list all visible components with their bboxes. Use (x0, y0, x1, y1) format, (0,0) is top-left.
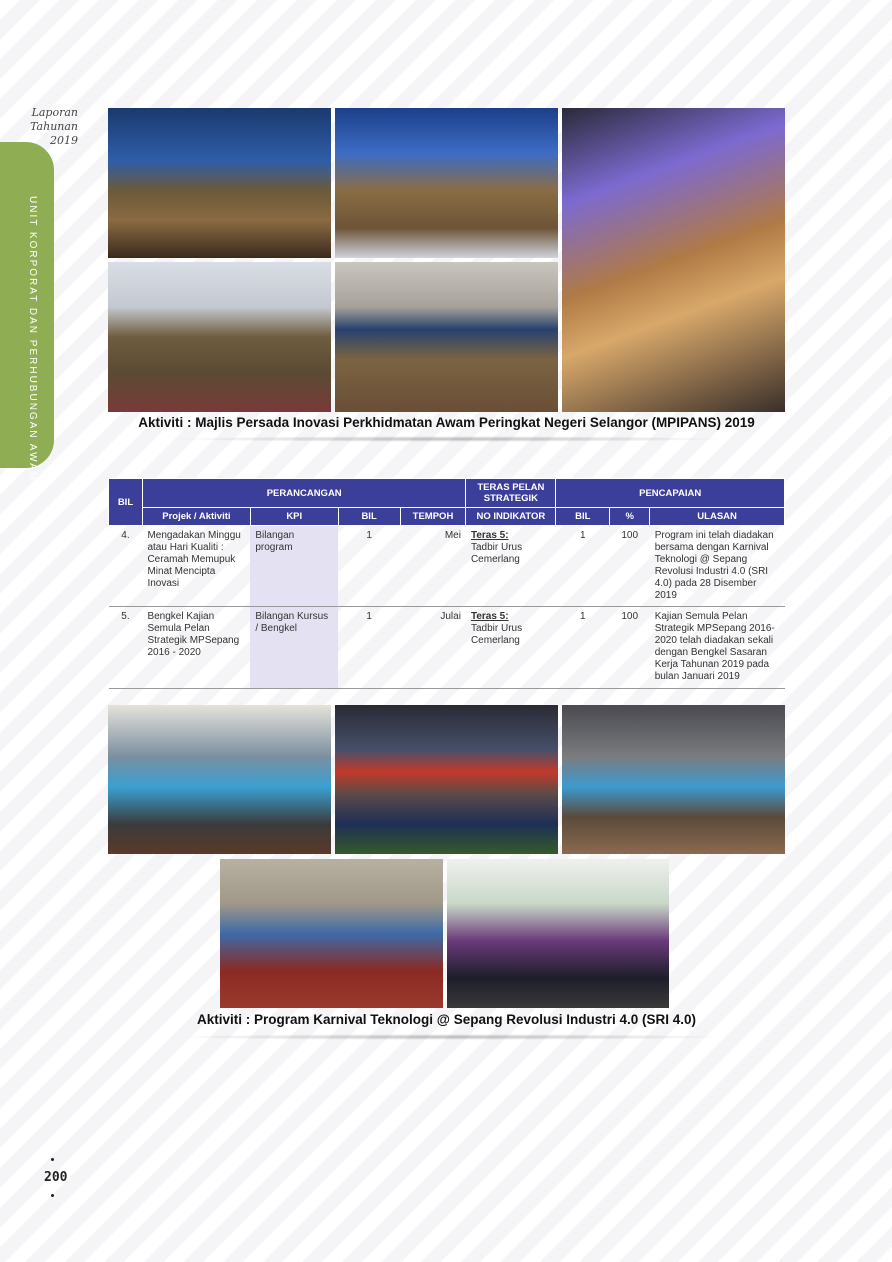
header-no-indikator: NO INDIKATOR (466, 508, 556, 526)
header-tempoh: TEMPOH (400, 508, 466, 526)
photo-booth-visit (447, 859, 669, 1008)
photo-trophy (562, 108, 785, 412)
row-ulasan: Program ini telah diadakan bersama dengan Karnival Teknologi @ Sepang Revolusi Industri 4.0 (SRI 4.0) pada 28 Disember 2019 (650, 526, 785, 607)
row-bil: 1 (338, 607, 400, 689)
row-no: 5. (109, 607, 143, 689)
row-teras (466, 526, 556, 607)
page-dot-bottom (51, 1194, 54, 1197)
row-bil: 1 (338, 526, 400, 607)
row-capai-pct: 100 (610, 526, 650, 607)
row-ulasan: Kajian Semula Pelan Strategik MPSepang 2016-2020 telah diadakan sekali dengan Bengkel Sasaran Kerja Tahunan 2019 pada bulan Januari 2019 (650, 607, 785, 689)
report-label: Laporan Tahunan 2019 (30, 106, 78, 147)
photo-event-group-stage (108, 108, 331, 258)
row-capai-pct: 100 (610, 607, 650, 689)
row-teras-title: Teras 5: (470, 530, 509, 541)
row-no: 4. (109, 526, 143, 607)
photo-robot-demo (220, 859, 443, 1008)
header-percent: % (610, 508, 650, 526)
caption-sri40: Aktiviti : Program Karnival Teknologi @ Sepang Revolusi Industri 4.0 (SRI 4.0) (196, 1012, 697, 1027)
header-pencapaian: PENCAPAIAN (556, 479, 785, 508)
row-teras-title: Teras 5: (470, 611, 509, 622)
caption-shadow (170, 436, 730, 442)
row-tempoh: Julai (400, 607, 466, 689)
header-kpi: KPI (250, 508, 338, 526)
activity-table (108, 478, 785, 689)
row-projek: Bengkel Kajian Semula Pelan Strategik MPSepang 2016 - 2020 (142, 607, 250, 689)
row-kpi: Bilangan Kursus / Bengkel (250, 607, 338, 689)
table-row (109, 607, 785, 689)
caption-shadow (170, 1034, 730, 1040)
page-number: 200 (44, 1170, 68, 1185)
table-row (109, 526, 785, 607)
photo-group-banners (335, 262, 558, 412)
photo-award-cheque (335, 108, 558, 258)
header-bil: BIL (109, 479, 143, 526)
photo-officials-walking (108, 705, 331, 854)
caption-mpipans: Aktiviti : Majlis Persada Inovasi Perkhidmatan Awam Peringkat Negeri Selangor (MPIPANS) 2019 (138, 415, 755, 430)
row-kpi: Bilangan program (250, 526, 338, 607)
row-teras-desc: Tadbir Urus Cemerlang (470, 542, 523, 565)
row-teras-desc: Tadbir Urus Cemerlang (470, 623, 523, 646)
header-ulasan: ULASAN (650, 508, 785, 526)
row-capai-bil: 1 (556, 607, 610, 689)
row-tempoh: Mei (400, 526, 466, 607)
photo-group-hall (108, 262, 331, 412)
row-projek: Mengadakan Minggu atau Hari Kualiti : Ceramah Memupuk Minat Mencipta Inovasi (142, 526, 250, 607)
photo-exhibition-hall (562, 705, 785, 854)
header-bil-sub: BIL (338, 508, 400, 526)
page-dot-top (51, 1158, 54, 1161)
header-perancangan: PERANCANGAN (142, 479, 466, 508)
row-capai-bil: 1 (556, 526, 610, 607)
header-teras: TERAS PELAN STRATEGIK (466, 479, 556, 508)
section-side-text: UNIT KORPORAT DAN PERHUBUNGAN AWAM (27, 196, 38, 483)
row-teras (466, 607, 556, 689)
header-capai-bil: BIL (556, 508, 610, 526)
photo-robot-stage (335, 705, 558, 854)
header-projek: Projek / Aktiviti (142, 508, 250, 526)
